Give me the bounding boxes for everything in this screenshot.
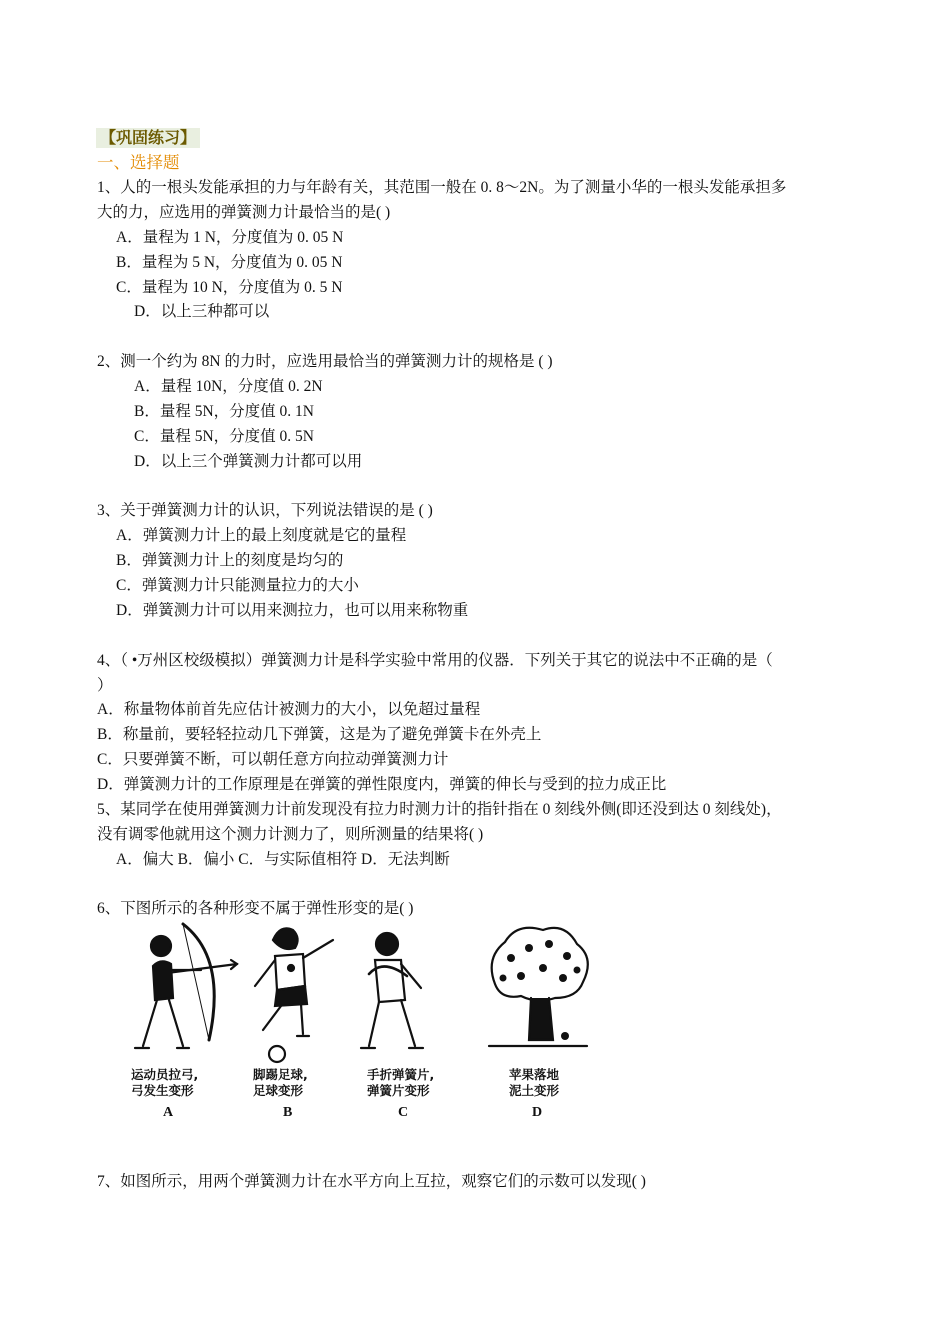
q1-option-d: D．以上三种都可以 [134,303,270,320]
q3-stem: 3、关于弹簧测力计的认识，下列说法错误的是 ( ) [97,502,433,519]
q4-option-d: D．弹簧测力计的工作原理是在弹簧的弹性限度内，弹簧的伸长与受到的拉力成正比 [97,776,667,793]
q3-option-b: B．弹簧测力计上的刻度是均匀的 [116,552,344,569]
q2-option-a: A．量程 10N，分度值 0. 2N [134,378,323,395]
archer-drawing [135,924,237,1048]
caption-a-line1: 运动员拉弓, [131,1067,199,1082]
section-heading: 一、选择题 [97,153,180,172]
q5-stem-line2: 没有调零他就用这个测力计测力了，则所测量的结果将( ) [97,826,484,843]
q2-option-b: B．量程 5N，分度值 0. 1N [134,403,314,420]
caption-a-line2: 弓发生变形 [131,1083,194,1098]
q4-stem-line2: ） [97,677,113,694]
q5-stem-line1: 5、某同学在使用弹簧测力计前发现没有拉力时测力计的指针指在 0 刻线外侧(即还没到达 0 刻线处)， [97,801,782,818]
q1-stem-line1: 1、人的一根头发能承担的力与年龄有关，其范围一般在 0. 8～2N。为了测量小华的一根头发能承担多 [97,179,787,196]
q3-option-d: D．弹簧测力计可以用来测拉力，也可以用来称物重 [116,602,469,619]
caption-b-line1: 脚踢足球, [253,1067,308,1082]
q6-stem: 6、下图所示的各种形变不属于弹性形变的是( ) [97,900,414,917]
q3-option-a: A．弹簧测力计上的最上刻度就是它的量程 [116,527,407,544]
section-tag: 【巩固练习】 [96,128,200,148]
caption-d-line1: 苹果落地 [509,1067,560,1082]
q2-option-c: C．量程 5N，分度值 0. 5N [134,428,314,445]
caption-c-line2: 弹簧片变形 [367,1083,430,1098]
q7-stem: 7、如图所示，用两个弹簧测力计在水平方向上互拉，观察它们的示数可以发现( ) [97,1173,646,1190]
q4-stem-line1: 4、（ •万州区校级模拟）弹簧测力计是科学实验中常用的仪器．下列关于其它的说法中不正确的是（ [97,652,773,669]
q1-option-b: B．量程为 5 N，分度值为 0. 05 N [116,254,343,271]
q1-option-a: A．量程为 1 N，分度值为 0. 05 N [116,229,344,246]
caption-b-letter: B [283,1105,293,1120]
caption-c-line1: 手折弹簧片, [367,1067,435,1082]
kicker-drawing [255,928,333,1062]
caption-c-letter: C [398,1105,409,1120]
apple-tree-drawing [489,928,588,1046]
deformation-figure [125,918,595,1123]
q4-option-b: B．称量前，要轻轻拉动几下弹簧，这是为了避免弹簧卡在外壳上 [97,726,542,743]
q4-option-a: A．称量物体前首先应估计被测力的大小，以免超过量程 [97,701,481,718]
q4-option-c: C．只要弹簧不断，可以朝任意方向拉动弹簧测力计 [97,751,449,768]
spring-bender-drawing [361,933,423,1048]
caption-d-letter: D [532,1105,543,1120]
q1-stem-line2: 大的力，应选用的弹簧测力计最恰当的是( ) [97,204,391,221]
q1-option-c: C．量程为 10 N，分度值为 0. 5 N [116,279,343,296]
q5-options: A．偏大 B．偏小 C．与实际值相符 D．无法判断 [116,851,450,868]
q2-stem: 2、测一个约为 8N 的力时，应选用最恰当的弹簧测力计的规格是 ( ) [97,353,553,370]
caption-b-line2: 足球变形 [253,1083,304,1098]
caption-a-letter: A [163,1105,174,1120]
q2-option-d: D．以上三个弹簧测力计都可以用 [134,453,363,470]
q3-option-c: C．弹簧测力计只能测量拉力的大小 [116,577,359,594]
caption-d-line2: 泥土变形 [509,1083,560,1098]
figure-captions [131,1067,560,1120]
